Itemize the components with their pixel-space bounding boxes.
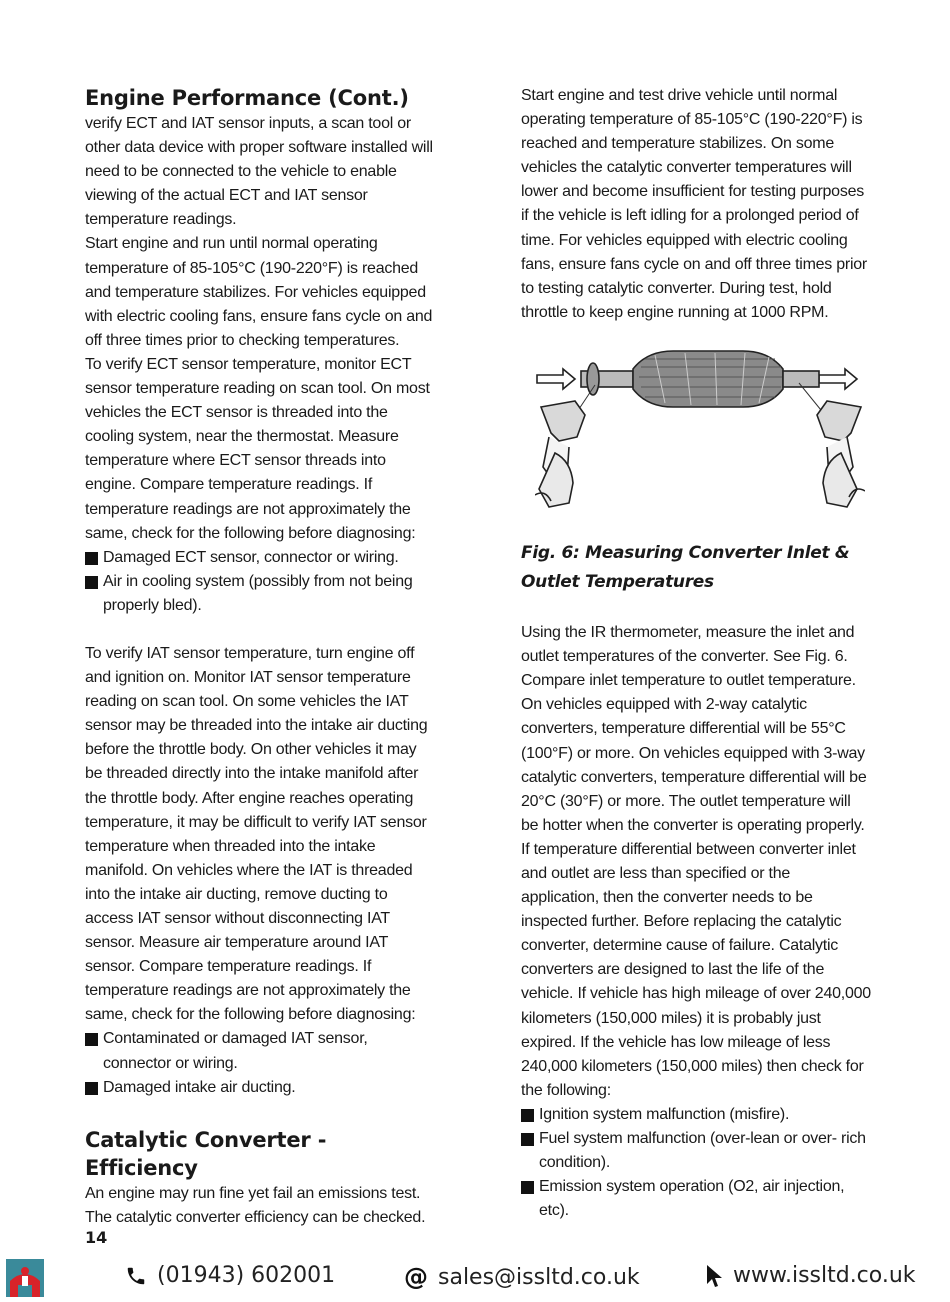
- company-logo: [6, 1259, 44, 1297]
- paragraph: verify ECT and IAT sensor inputs, a scan tool or other data device with proper software installed will need to be connected to the vehicle to enable viewing of the actual ECT and IAT sensor temperature readings.: [85, 115, 433, 229]
- left-column: [85, 84, 435, 1230]
- bullet-square-icon: [85, 576, 98, 589]
- phone-icon: [125, 1265, 147, 1287]
- list-item: Damaged ECT sensor, connector or wiring.: [85, 546, 435, 570]
- bullet-list: [521, 1103, 871, 1223]
- email-address: sales@issltd.co.uk: [438, 1264, 640, 1290]
- bullet-square-icon: [85, 1082, 98, 1095]
- footer-email[interactable]: [404, 1263, 640, 1291]
- list-item: Damaged intake air ducting.: [85, 1076, 435, 1100]
- paragraph: An engine may run fine yet fail an emissions test. The catalytic converter efficiency can be checked.: [85, 1184, 426, 1226]
- bullet-square-icon: [521, 1133, 534, 1146]
- bullet-list: [85, 1027, 435, 1099]
- list-item: Air in cooling system (possibly from not being properly bled).: [85, 570, 435, 618]
- page-number: 14: [85, 1228, 108, 1247]
- footer-website[interactable]: [705, 1263, 916, 1288]
- bullet-square-icon: [85, 1033, 98, 1046]
- list-item: Contaminated or damaged IAT sensor, connector or wiring.: [85, 1027, 435, 1075]
- heading-engine-performance: Engine Performance (Cont.): [85, 86, 409, 110]
- phone-number: (01943) 602001: [157, 1263, 336, 1288]
- right-column: [521, 84, 871, 1223]
- website-url: www.issltd.co.uk: [733, 1263, 916, 1288]
- bullet-list: [85, 546, 435, 618]
- list-item: Fuel system malfunction (over-lean or over- rich condition).: [521, 1127, 871, 1175]
- paragraph: To verify IAT sensor temperature, turn engine off and ignition on. Monitor IAT sensor temperature reading on scan tool. On some vehicles the IAT sensor may be threaded into the intake air ducting before the throttle body. On other vehicles it may be threaded directly into the intake manifold after the throttle body. After engine reaches operating temperature, it may be difficult to verify IAT sensor temperature when threaded into the intake manifold. On vehicles where the IAT is threaded into the intake air ducting, remove ducting to access IAT sensor without disconnecting IAT sensor. Measure air temperature around IAT sensor. Compare temperature readings. If temperature readings are not approximately the same, check for the following before diagnosing:: [85, 644, 428, 1024]
- list-item: Ignition system malfunction (misfire).: [521, 1103, 871, 1127]
- figure-caption: Fig. 6: Measuring Converter Inlet & Outlet Temperatures: [521, 543, 850, 593]
- bullet-square-icon: [521, 1181, 534, 1194]
- footer: [0, 1255, 950, 1302]
- paragraph: To verify ECT sensor temperature, monitor ECT sensor temperature reading on scan tool. On most vehicles the ECT sensor is threaded into the cooling system, near the thermostat. Measure temperature where ECT sensor threads into engine. Compare temperature readings. If temperature readings are not approximately the same, check for the following before diagnosing:: [85, 355, 430, 542]
- converter-measurement-figure: [535, 345, 865, 515]
- cursor-icon: [705, 1264, 723, 1288]
- paragraph: Start engine and test drive vehicle until normal operating temperature of 85-105°C (190-220°F) is reached and temperature stabilizes. On some vehicles the catalytic converter temperatures will lower and become insufficient for testing purposes if the vehicle is left idling for a prolonged period of time. For vehicles equipped with electric cooling fans, ensure fans cycle on and off three times prior to testing catalytic converter. During test, hold throttle to keep engine running at 1000 RPM.: [521, 87, 868, 321]
- paragraph: Using the IR thermometer, measure the inlet and outlet temperatures of the converter. See Fig. 6. Compare inlet temperature to outlet temperature. On vehicles equipped with 2-way catalytic converters, temperature differential will be 55°C (100°F) or more. On vehicles equipped with 3-way catalytic converters, temperature differential will be 20°C (30°F) or more. The outlet temperature will be hotter when the converter is operating properly. If temperature differential between converter inlet and outlet are less than specified or the application, then the converter needs to be inspected further. Before replacing the catalytic converter, determine cause of failure. Catalytic converters are designed to last the life of the vehicle. If vehicle has high mileage of over 240,000 kilometers (150,000 miles) it is probably just expired. If the vehicle has low mileage of less 240,000 kilometers (150,000 miles) then check for the following:: [521, 624, 871, 1099]
- bullet-square-icon: [85, 552, 98, 565]
- footer-phone[interactable]: [125, 1263, 335, 1288]
- at-icon: @: [404, 1263, 428, 1291]
- heading-catalytic-converter: Catalytic Converter - Efficiency: [85, 1127, 327, 1180]
- bullet-square-icon: [521, 1109, 534, 1122]
- list-item: Emission system operation (O2, air injection, etc).: [521, 1175, 871, 1223]
- paragraph: Start engine and run until normal operating temperature of 85-105°C (190-220°F) is reached and temperature stabilizes. For vehicles equipped with electric cooling fans, ensure fans cycle on and off three times prior to checking temperatures.: [85, 235, 433, 349]
